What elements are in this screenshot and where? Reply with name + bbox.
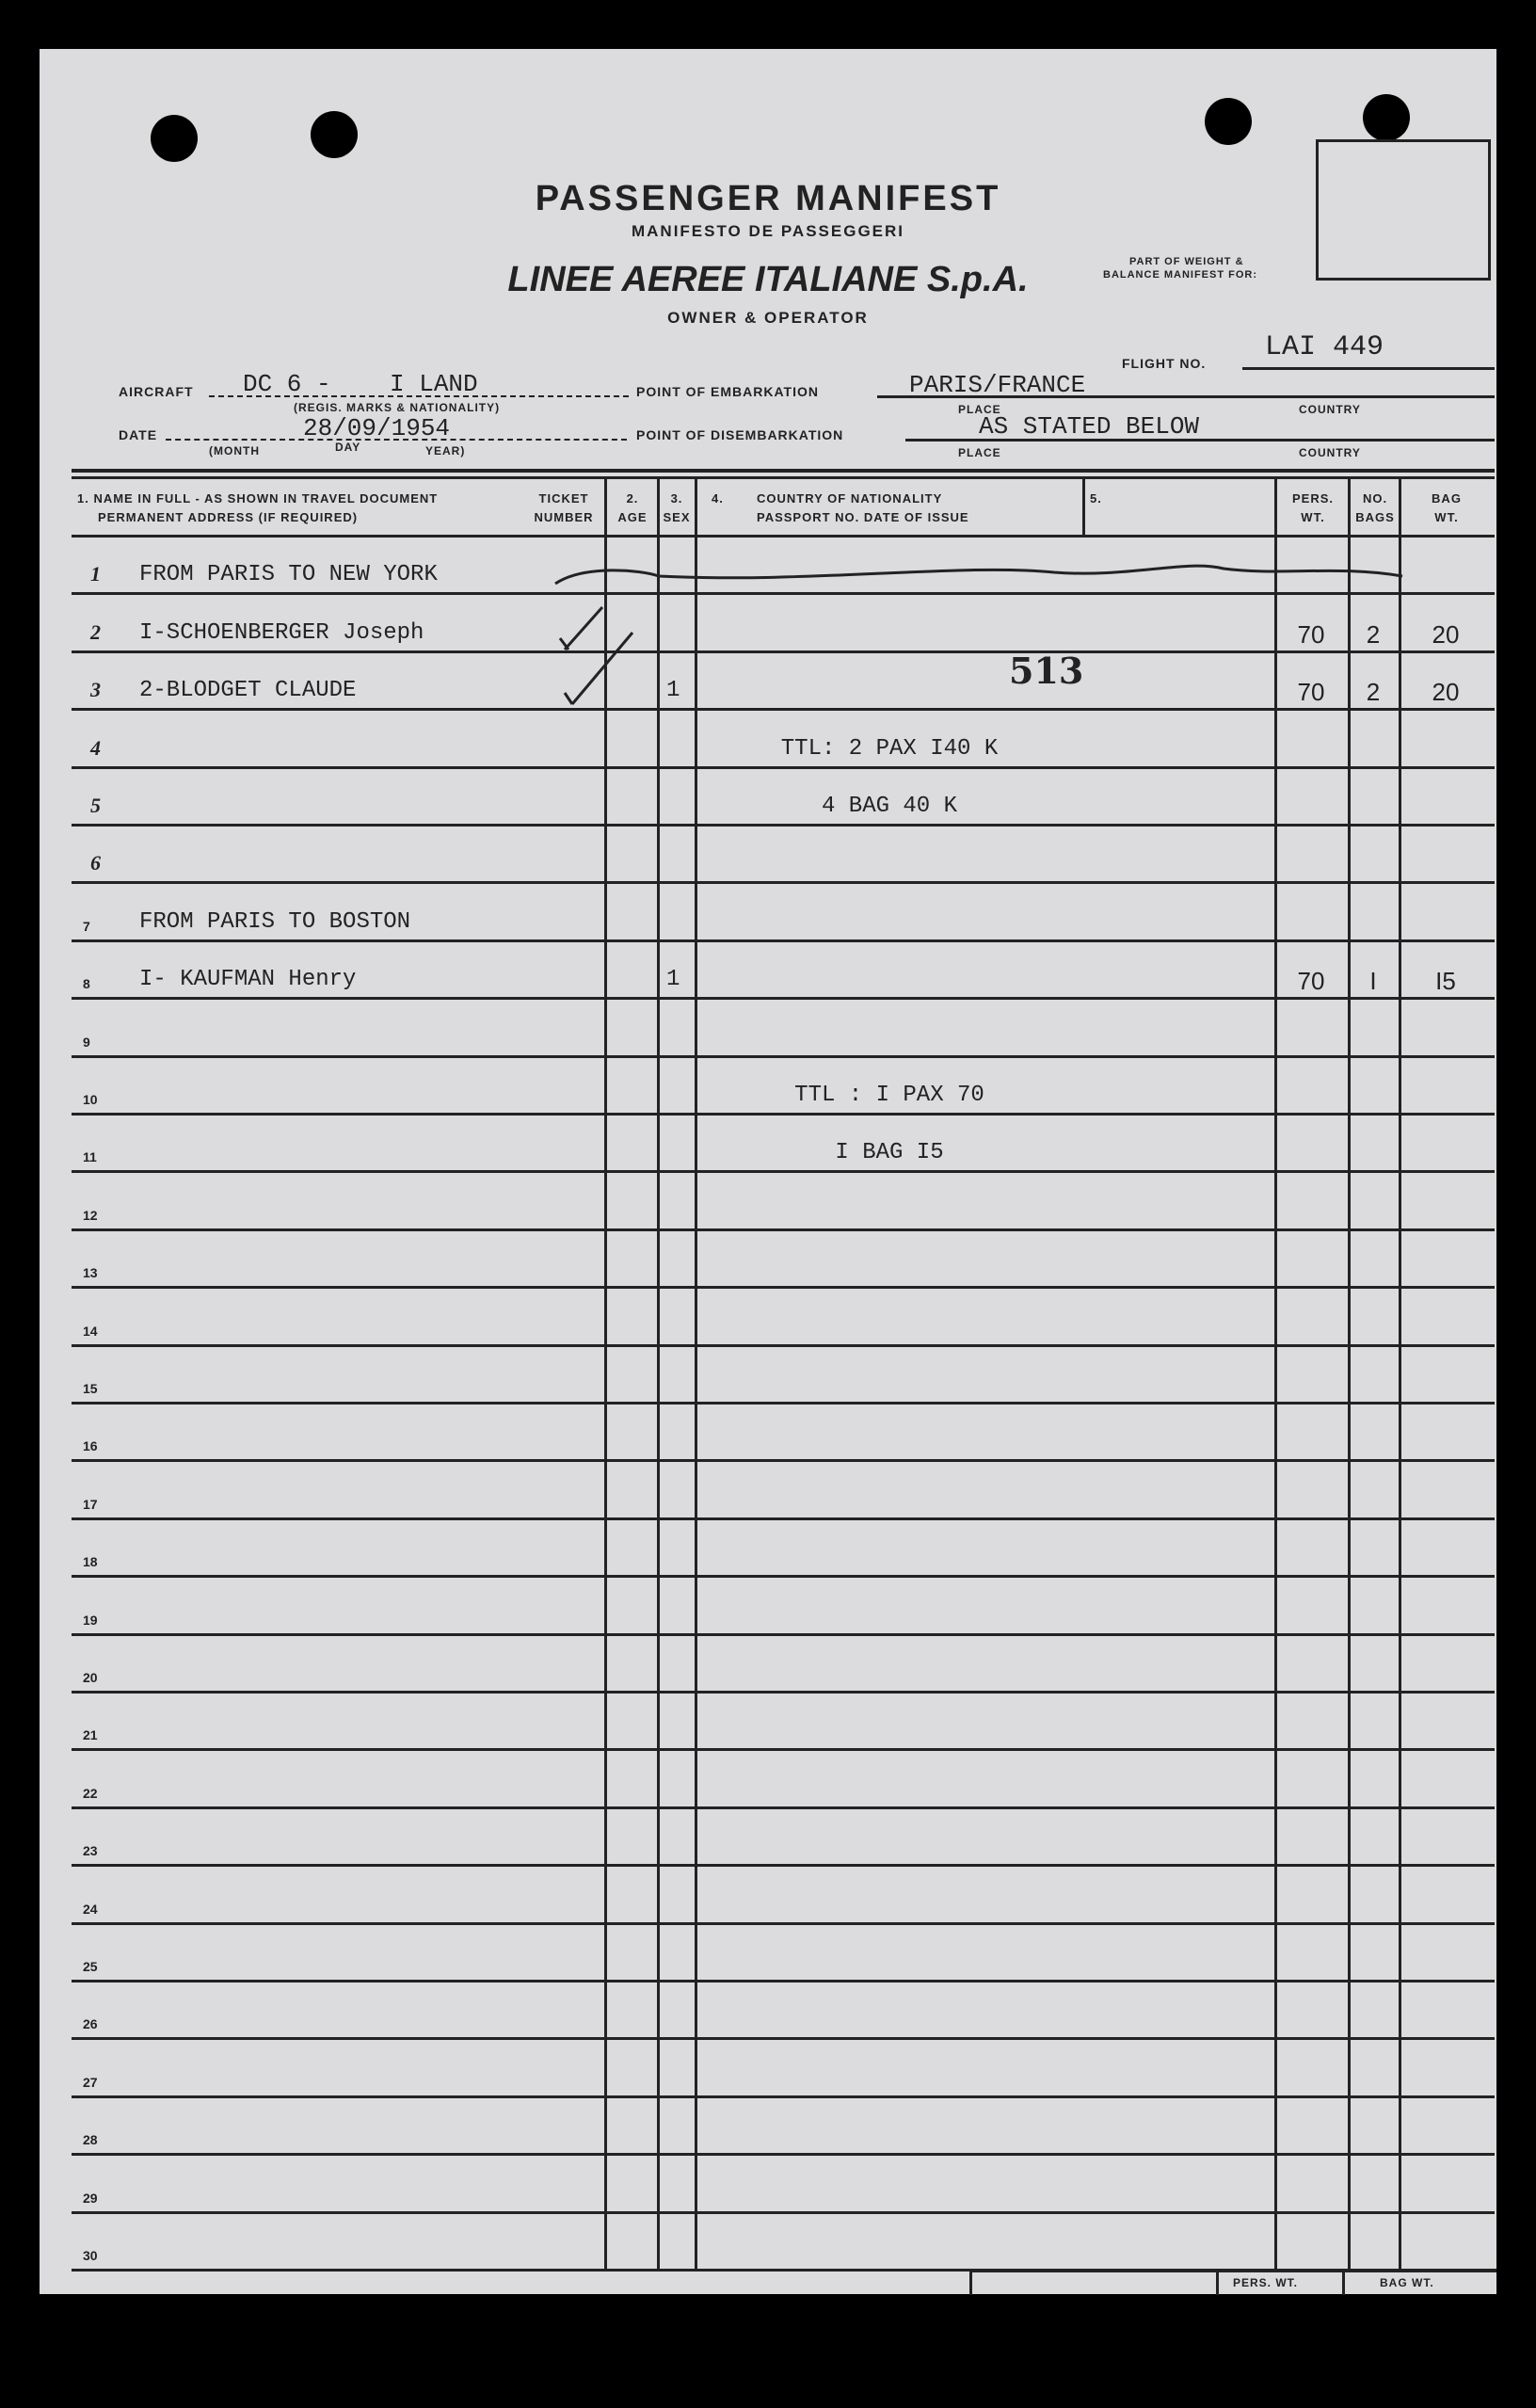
date-value: 28/09/1954 xyxy=(303,414,451,442)
table-row xyxy=(0,1657,1536,1694)
disembark-place: PLACE xyxy=(958,446,1001,459)
aircraft-label: AIRCRAFT xyxy=(119,384,194,399)
col-5-header: 5. xyxy=(1090,491,1102,506)
date-sub-day: DAY xyxy=(335,441,361,454)
pers-weight: 70 xyxy=(1297,619,1325,649)
passenger-name: I-SCHOENBERGER Joseph xyxy=(139,619,424,646)
row-number: 9 xyxy=(83,1034,90,1050)
table-row xyxy=(0,963,1536,1001)
col-pers-sublabel: WT. xyxy=(1301,510,1325,524)
weight-balance-note: PART OF WEIGHT & xyxy=(1129,256,1244,267)
row-number: 28 xyxy=(83,2132,98,2148)
table-row xyxy=(0,847,1536,885)
table-row xyxy=(0,906,1536,943)
passenger-name: 2-BLODGET CLAUDE xyxy=(139,678,357,704)
table-row xyxy=(0,2177,1536,2215)
pers-weight: 70 xyxy=(1297,678,1325,707)
embark-country: COUNTRY xyxy=(1299,403,1361,416)
col-country-header xyxy=(757,490,969,527)
embark-value: PARIS/FRANCE xyxy=(909,371,1086,399)
table-row xyxy=(0,2003,1536,2041)
page-title: PASSENGER MANIFEST xyxy=(535,179,1001,218)
row-number: 4 xyxy=(90,735,101,760)
row-number: 8 xyxy=(83,976,90,992)
row-number: 29 xyxy=(83,2190,98,2206)
footer-bag-wt: BAG WT. xyxy=(1380,2276,1434,2289)
table-row xyxy=(0,1079,1536,1116)
row-number: 22 xyxy=(83,1785,98,1801)
disembark-value: AS STATED BELOW xyxy=(979,412,1200,441)
col-sex-header xyxy=(661,490,693,527)
row-number: 16 xyxy=(83,1438,98,1454)
row-number: 11 xyxy=(83,1149,97,1165)
table-row xyxy=(0,2119,1536,2157)
table-row xyxy=(0,617,1536,654)
owner-operator: OWNER & OPERATOR xyxy=(667,309,869,327)
table-row xyxy=(0,1195,1536,1232)
row-number: 27 xyxy=(83,2074,98,2090)
row-number: 13 xyxy=(83,1265,98,1281)
row-number: 23 xyxy=(83,1843,98,1859)
footer-pers-wt: PERS. WT. xyxy=(1233,2276,1299,2289)
table-row xyxy=(0,1136,1536,1174)
table-row xyxy=(0,1946,1536,1983)
embark-place: PLACE xyxy=(958,403,1001,416)
table-row xyxy=(0,1541,1536,1579)
col-bagwt-sublabel: WT. xyxy=(1434,510,1459,524)
row-number: 3 xyxy=(90,678,101,702)
country-note: TTL: 2 PAX I40 K xyxy=(780,735,999,762)
aircraft-value: DC 6 - I LAND xyxy=(243,370,478,398)
bag-count: 2 xyxy=(1366,619,1381,649)
col-age-label: AGE xyxy=(617,510,648,524)
bag-weight: 20 xyxy=(1432,619,1460,649)
table-row xyxy=(0,1425,1536,1463)
table-row xyxy=(0,2062,1536,2099)
passenger-name: FROM PARIS TO NEW YORK xyxy=(139,562,438,588)
embark-label: POINT OF EMBARKATION xyxy=(636,384,819,399)
row-number: 6 xyxy=(90,851,101,875)
punch-hole xyxy=(1205,98,1252,145)
row-number: 1 xyxy=(90,562,101,586)
bag-count: I xyxy=(1369,967,1377,996)
table-row xyxy=(0,1773,1536,1810)
page-subtitle: MANIFESTO DE PASSEGGERI xyxy=(631,222,905,240)
date-sub-year: YEAR) xyxy=(425,444,466,458)
table-row xyxy=(0,1310,1536,1348)
table-row xyxy=(0,1021,1536,1059)
row-number: 17 xyxy=(83,1496,98,1512)
punch-hole xyxy=(1363,94,1410,141)
table-row xyxy=(0,1888,1536,1926)
table-row xyxy=(0,674,1536,712)
disembark-country: COUNTRY xyxy=(1299,446,1361,459)
col-ticket-sublabel: NUMBER xyxy=(534,510,594,524)
table-row xyxy=(0,1599,1536,1637)
row-number: 25 xyxy=(83,1959,98,1974)
col-bagwt-label: BAG xyxy=(1432,491,1462,506)
date-sub-month: (MONTH xyxy=(209,444,260,458)
aircraft-sub: (REGIS. MARKS & NATIONALITY) xyxy=(294,401,501,414)
row-number: 26 xyxy=(83,2016,98,2032)
col-sex-label: SEX xyxy=(663,510,691,524)
table-row xyxy=(0,558,1536,596)
passenger-sex: 1 xyxy=(666,967,680,993)
table-row xyxy=(0,1368,1536,1405)
col-bags-header xyxy=(1352,490,1399,527)
row-number: 5 xyxy=(90,794,101,817)
airline-name: LINEE AEREE ITALIANE S.p.A. xyxy=(507,260,1029,299)
country-note: 4 BAG 40 K xyxy=(821,794,958,819)
row-number: 12 xyxy=(83,1207,98,1223)
row-number: 18 xyxy=(83,1554,98,1570)
bag-weight: I5 xyxy=(1435,967,1456,996)
col-pers-header xyxy=(1278,490,1348,527)
col-age-num: 2. xyxy=(626,491,639,506)
col-bagwt-header xyxy=(1402,490,1491,527)
passenger-sex: 1 xyxy=(666,678,680,704)
row-number: 24 xyxy=(83,1901,98,1917)
bag-count: 2 xyxy=(1366,678,1381,707)
date-label: DATE xyxy=(119,427,158,442)
col-country-label: COUNTRY OF NATIONALITY xyxy=(757,491,943,506)
country-note: I BAG I5 xyxy=(835,1140,944,1166)
punch-hole xyxy=(311,111,358,158)
col-age-header xyxy=(608,490,657,527)
country-note: TTL : I PAX 70 xyxy=(794,1083,984,1108)
col-sex-num: 3. xyxy=(670,491,683,506)
passenger-name: I- KAUFMAN Henry xyxy=(139,967,357,993)
table-row xyxy=(0,1484,1536,1521)
weight-balance-note: BALANCE MANIFEST FOR: xyxy=(1103,269,1257,281)
col-pers-label: PERS. xyxy=(1291,491,1334,506)
flight-label: FLIGHT NO. xyxy=(1122,356,1207,371)
table-row xyxy=(0,1714,1536,1752)
row-number: 14 xyxy=(83,1323,98,1339)
row-number: 2 xyxy=(90,619,101,644)
pers-weight: 70 xyxy=(1297,967,1325,996)
col-name-header xyxy=(77,490,438,527)
table-row xyxy=(0,732,1536,770)
bag-weight: 20 xyxy=(1432,678,1460,707)
col-name-sublabel: PERMANENT ADDRESS (IF REQUIRED) xyxy=(98,510,359,524)
disembark-label: POINT OF DISEMBARKATION xyxy=(636,427,844,442)
row-number: 7 xyxy=(83,918,90,934)
col-name-label: 1. NAME IN FULL - AS SHOWN IN TRAVEL DOCUMENT xyxy=(77,491,439,506)
flight-value: LAI 449 xyxy=(1265,331,1384,363)
row-number: 30 xyxy=(83,2248,98,2263)
col-ticket-header xyxy=(523,490,604,527)
row-number: 15 xyxy=(83,1381,98,1396)
row-number: 19 xyxy=(83,1612,98,1628)
row-number: 20 xyxy=(83,1670,98,1685)
table-row xyxy=(0,1830,1536,1868)
table-row xyxy=(0,1252,1536,1290)
table-row xyxy=(0,790,1536,827)
col-country-num: 4. xyxy=(712,491,724,506)
passenger-name: FROM PARIS TO BOSTON xyxy=(139,908,411,935)
col-ticket-label: TICKET xyxy=(538,491,589,506)
row-number: 10 xyxy=(83,1092,98,1107)
table-row xyxy=(0,2235,1536,2272)
punch-hole xyxy=(151,115,198,162)
col-bags-label: NO. xyxy=(1362,491,1388,506)
col-bags-sublabel: BAGS xyxy=(1355,510,1395,524)
page-number-stamp: 513 xyxy=(1009,650,1084,692)
col-country-sublabel: PASSPORT NO. DATE OF ISSUE xyxy=(757,510,969,524)
row-number: 21 xyxy=(83,1727,98,1743)
